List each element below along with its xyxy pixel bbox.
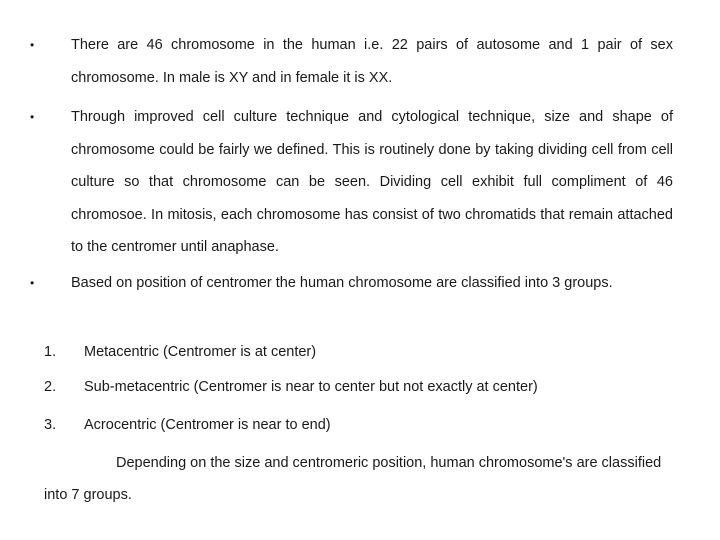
bullet-icon: • xyxy=(30,276,35,290)
list-item-text: Acrocentric (Centromer is near to end) xyxy=(84,417,331,433)
numbered-item-3 xyxy=(44,415,684,435)
bullet-item-2 xyxy=(30,101,680,264)
numbered-item-2 xyxy=(44,377,684,397)
bullet-text-2: Through improved cell culture technique and cytological technique, size and shape of chromosome could be fairly we defined. This is routinely done by taking dividing cell from cell culture so that chromosome can be seen. Dividing cell exhibit full compliment of 46 chromosoe. In mitosis, each chromosome has consist of two chromatids that remain attached to the centromer until anaphase. xyxy=(71,109,673,256)
bullet-icon: • xyxy=(30,38,35,52)
closing-paragraph xyxy=(44,447,674,511)
closing-text: Depending on the size and centromeric position, human chromosome's are classified into 7 groups. xyxy=(44,455,662,503)
bullet-item-1 xyxy=(30,29,680,94)
bullet-text-3: Based on position of centromer the human chromosome are classified into 3 groups. xyxy=(71,275,613,291)
list-number: 3. xyxy=(44,417,57,433)
list-item-text: Metacentric (Centromer is at center) xyxy=(84,344,317,360)
numbered-item-1 xyxy=(44,342,684,362)
list-item-text: Sub-metacentric (Centromer is near to center but not exactly at center) xyxy=(84,379,538,395)
bullet-text-1: There are 46 chromosome in the human i.e. 22 pairs of autosome and 1 pair of sex chromosome. In male is XY and in female it is XX. xyxy=(71,37,673,86)
list-number: 2. xyxy=(44,379,57,395)
list-number: 1. xyxy=(44,344,57,360)
bullet-item-3 xyxy=(30,267,680,300)
bullet-icon: • xyxy=(30,110,35,124)
